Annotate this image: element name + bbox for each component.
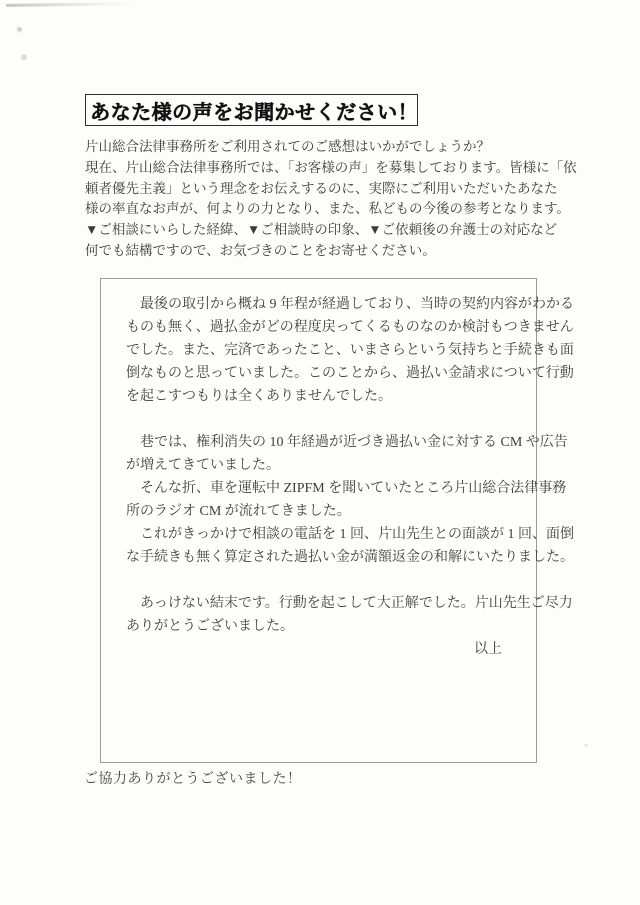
- testimonial-line: を起こすつもりは全くありませんでした。: [126, 389, 392, 404]
- intro-line: ▼ご相談にいらした経緯、▼ご相談時の印象、▼ご依頼後の弁護士の対応など: [85, 222, 558, 238]
- testimonial-line: 巷では、権利消失の 10 年経過が近づき過払い金に対する CM や広告: [126, 435, 568, 450]
- testimonial-line: 最後の取引から概ね 9 年程が経過しており、当時の契約内容がわかる: [126, 297, 574, 312]
- testimonial-line: が増えてきていました。: [126, 458, 280, 473]
- testimonial-blank-line: [126, 408, 516, 431]
- testimonial-blank-line: [126, 569, 516, 592]
- testimonial-line: ものも無く、過払金がどの程度戻ってくるものなのか検討もつきません: [126, 320, 574, 335]
- testimonial-line: ありがとうございました。: [126, 619, 294, 634]
- intro-line: 様の率直なお声が、何よりの力となり、また、私どもの今後の参考となります。: [85, 201, 570, 217]
- testimonial-line: な手続きも無く算定された過払い金が満額返金の和解にいたりました。: [126, 550, 574, 565]
- testimonial-line: これがきっかけで相談の電話を 1 回、片山先生との面談が 1 回、面倒: [126, 527, 574, 542]
- testimonial-closing: 以上: [474, 642, 502, 657]
- scan-artifact-speck: [21, 54, 27, 60]
- testimonial-line: そんな折、車を運転中 ZIPFM を聞いていたところ片山総合法律事務: [126, 481, 567, 496]
- title-banner: [85, 94, 418, 126]
- page-title: あなた様の声をお聞かせください！: [90, 101, 418, 124]
- intro-line: 頼者優先主義」という理念をお伝えするのに、実際にご利用いただいたあなた: [85, 180, 558, 196]
- intro-line: 現在、片山総合法律事務所では、「お客様の声」を募集しております。皆様に「依: [85, 159, 577, 175]
- testimonial-text: [126, 293, 574, 661]
- footer-thanks: ご協力ありがとうございました！: [84, 770, 302, 786]
- scan-artifact-speck: [584, 744, 588, 747]
- testimonial-box: [100, 278, 574, 763]
- intro-paragraph: [85, 137, 577, 262]
- scan-artifact-smudge: [6, 2, 136, 7]
- testimonial-line: 倒なものと思っていました。このことから、過払い金請求について行動: [126, 366, 574, 381]
- testimonial-line: あっけない結末です。行動を起こして大正解でした。片山先生ご尽力: [126, 596, 573, 611]
- scan-artifact-speck: [17, 27, 22, 32]
- intro-line: 何でも結構ですので、お気づきのことをお寄せください。: [85, 242, 436, 258]
- testimonial-line: 所のラジオ CM が流れてきました。: [126, 504, 351, 519]
- testimonial-line: でした。また、完済であったこと、いまさらという気持ちと手続きも面: [126, 343, 574, 358]
- intro-line: 片山総合法律事務所をご利用されてのご感想はいかがでしょうか？: [85, 139, 490, 154]
